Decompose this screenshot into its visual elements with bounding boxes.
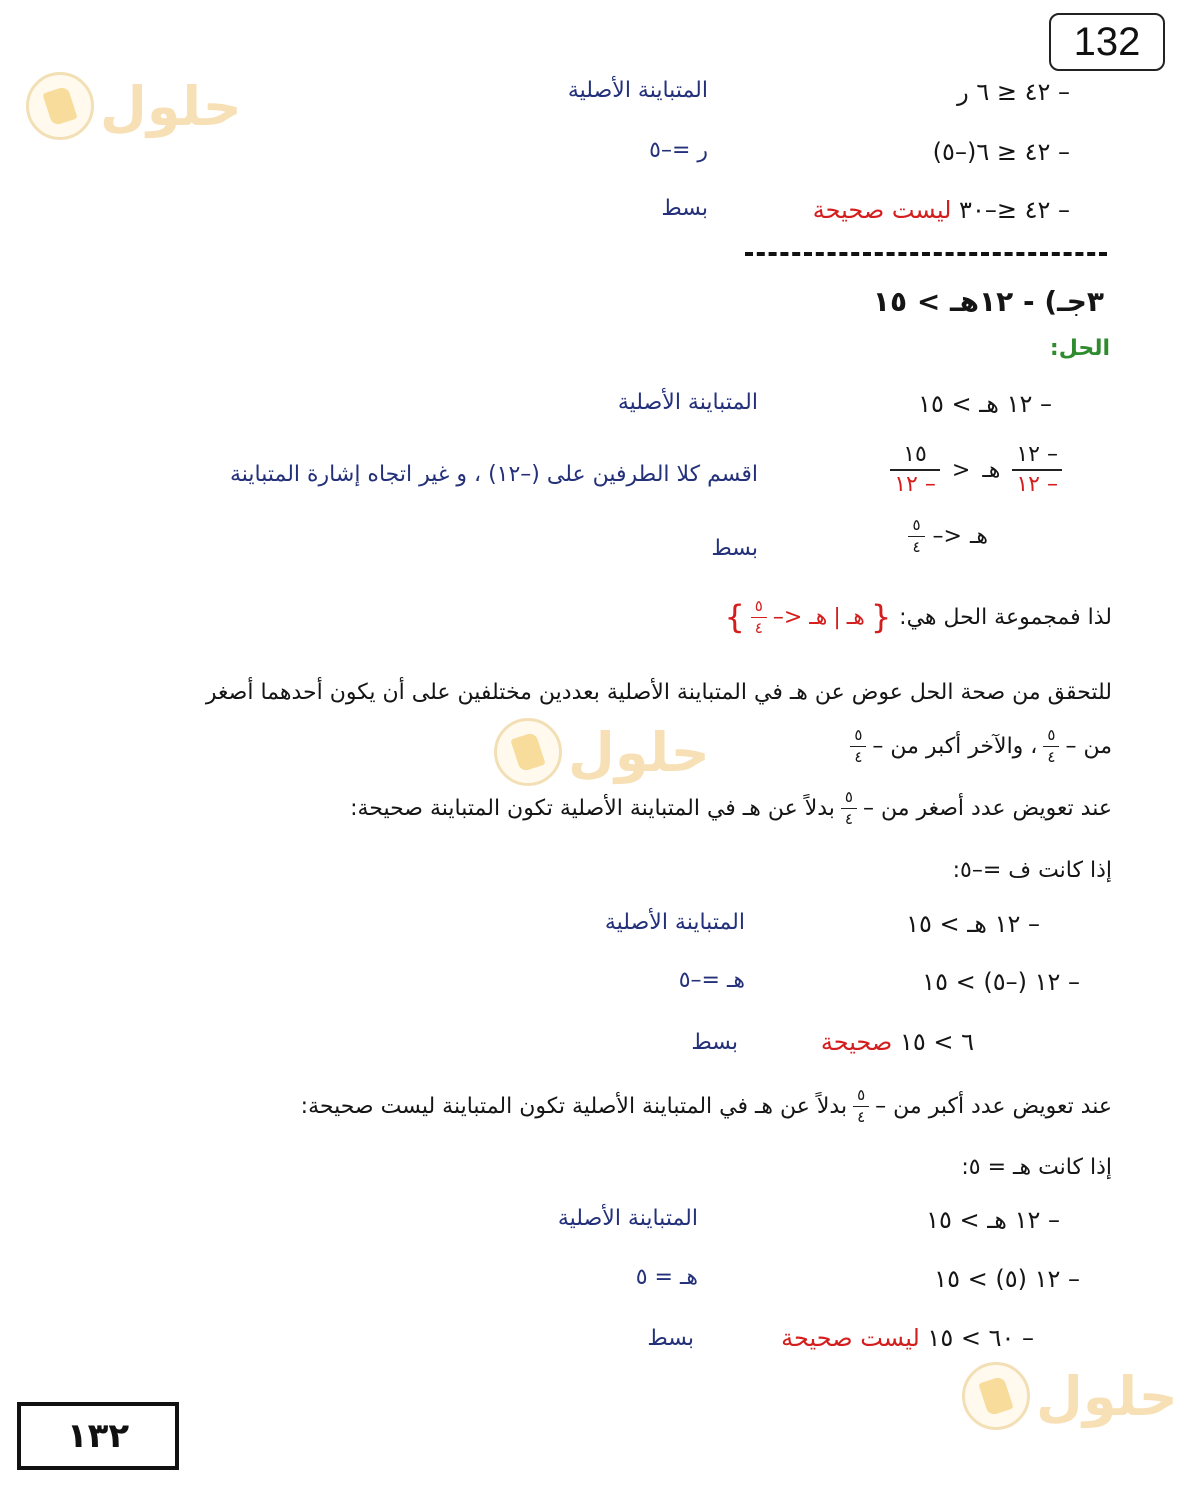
step-note: اقسم كلا الطرفين على (–١٢) ، و غير اتجاه إشارة المتباينة — [229, 462, 758, 487]
status-not-true: ليست صحيحة — [812, 196, 952, 224]
fraction: $\frac{- ١٢}{- ١٢}$ — [1012, 444, 1062, 496]
book-icon — [494, 718, 562, 786]
book-icon — [26, 72, 94, 140]
step-math: – ١٢ (٥) > ١٥ — [934, 1265, 1080, 1293]
watermark-logo: حلول — [26, 72, 242, 140]
step-math: ٦ > ١٥ — [899, 1028, 974, 1056]
fraction: $\frac{٥}{٤}$ — [841, 790, 857, 827]
step-math: – ١٢ هـ > ١٥ — [926, 1206, 1060, 1234]
paragraph: من – $\frac{٥}{٤}$ ، والآخر أكبر من – $\frac{٥}{٤}$ — [850, 728, 1112, 765]
step-note: بسط — [711, 536, 758, 561]
step-note: بسط — [661, 196, 708, 221]
watermark-logo: حلول — [494, 718, 710, 786]
paragraph: إذا كانت ف =–٥: — [952, 858, 1112, 883]
step-simplify: هـ <– $\frac{٥}{٤}$ — [908, 518, 988, 555]
paragraph: إذا كانت هـ = ٥: — [961, 1155, 1112, 1180]
solution-set-row — [724, 598, 1112, 636]
step-note: هـ = ٥ — [635, 1265, 698, 1290]
step-math-row — [821, 1028, 974, 1056]
fraction: $\frac{١٥}{- ١٢}$ — [890, 444, 940, 496]
step-math-row — [781, 1324, 1034, 1352]
step-note: ر =–٥ — [649, 138, 708, 163]
section-divider — [745, 252, 1107, 256]
step-math-row — [813, 196, 1070, 224]
solution-label: الحل: — [1049, 336, 1110, 361]
step-math: – ٦٠ > ١٥ — [927, 1324, 1034, 1352]
step-math: – ٤٢ ≤ ٦(–٥) — [932, 138, 1070, 166]
fraction: $\frac{٥}{٤}$ — [908, 518, 924, 555]
step-division: $\frac{- ١٢}{- ١٢}$ هـ < $\frac{١٥}{- ١٢}$ — [890, 444, 1062, 496]
fraction: $\frac{٥}{٤}$ — [850, 728, 866, 765]
step-note: المتباينة الأصلية — [557, 1206, 698, 1231]
step-note: بسط — [691, 1030, 738, 1055]
fraction: $\frac{٥}{٤}$ — [853, 1088, 869, 1125]
solution-set-label: لذا فمجموعة الحل هي: — [899, 604, 1112, 630]
solution-set: { هـ | هـ <– $\frac{٥}{٤}$ } — [724, 596, 892, 637]
step-math: – ١٢ هـ > ١٥ — [906, 910, 1040, 938]
fraction: $\frac{٥}{٤}$ — [751, 599, 767, 636]
step-note: المتباينة الأصلية — [567, 78, 708, 103]
status-true: صحيحة — [820, 1028, 893, 1056]
step-note: المتباينة الأصلية — [604, 910, 745, 935]
problem-heading: ٣جـ) - ١٢هـ > ١٥ — [872, 285, 1104, 318]
watermark-logo: حلول — [962, 1362, 1178, 1430]
step-note: المتباينة الأصلية — [617, 390, 758, 415]
paragraph: للتحقق من صحة الحل عوض عن هـ في المتباينة الأصلية بعددين مختلفين على أن يكون أحدهما أصغر — [205, 680, 1112, 705]
status-not-true: ليست صحيحة — [781, 1324, 920, 1352]
step-math: – ٤٢ ≤ ٦ ر — [957, 78, 1070, 106]
step-math: – ١٢ هـ > ١٥ — [918, 390, 1052, 418]
page-number-top: 132 — [1049, 13, 1165, 71]
step-math: – ٤٢ ≤–٣٠ — [959, 196, 1070, 224]
step-note: بسط — [647, 1326, 694, 1351]
book-icon — [962, 1362, 1030, 1430]
fraction: $\frac{٥}{٤}$ — [1043, 728, 1059, 765]
paragraph: عند تعويض عدد أكبر من – $\frac{٥}{٤}$ بدلاً عن هـ في المتباينة الأصلية تكون المتباينة ليست صحيحة: — [300, 1086, 1112, 1126]
step-math: – ١٢ (–٥) > ١٥ — [922, 968, 1080, 996]
step-note: هـ =–٥ — [678, 968, 745, 993]
paragraph: عند تعويض عدد أصغر من – $\frac{٥}{٤}$ بدلاً عن هـ في المتباينة الأصلية تكون المتباينة صحيحة: — [350, 788, 1112, 828]
page-number-bottom: ١٣٢ — [17, 1402, 179, 1470]
